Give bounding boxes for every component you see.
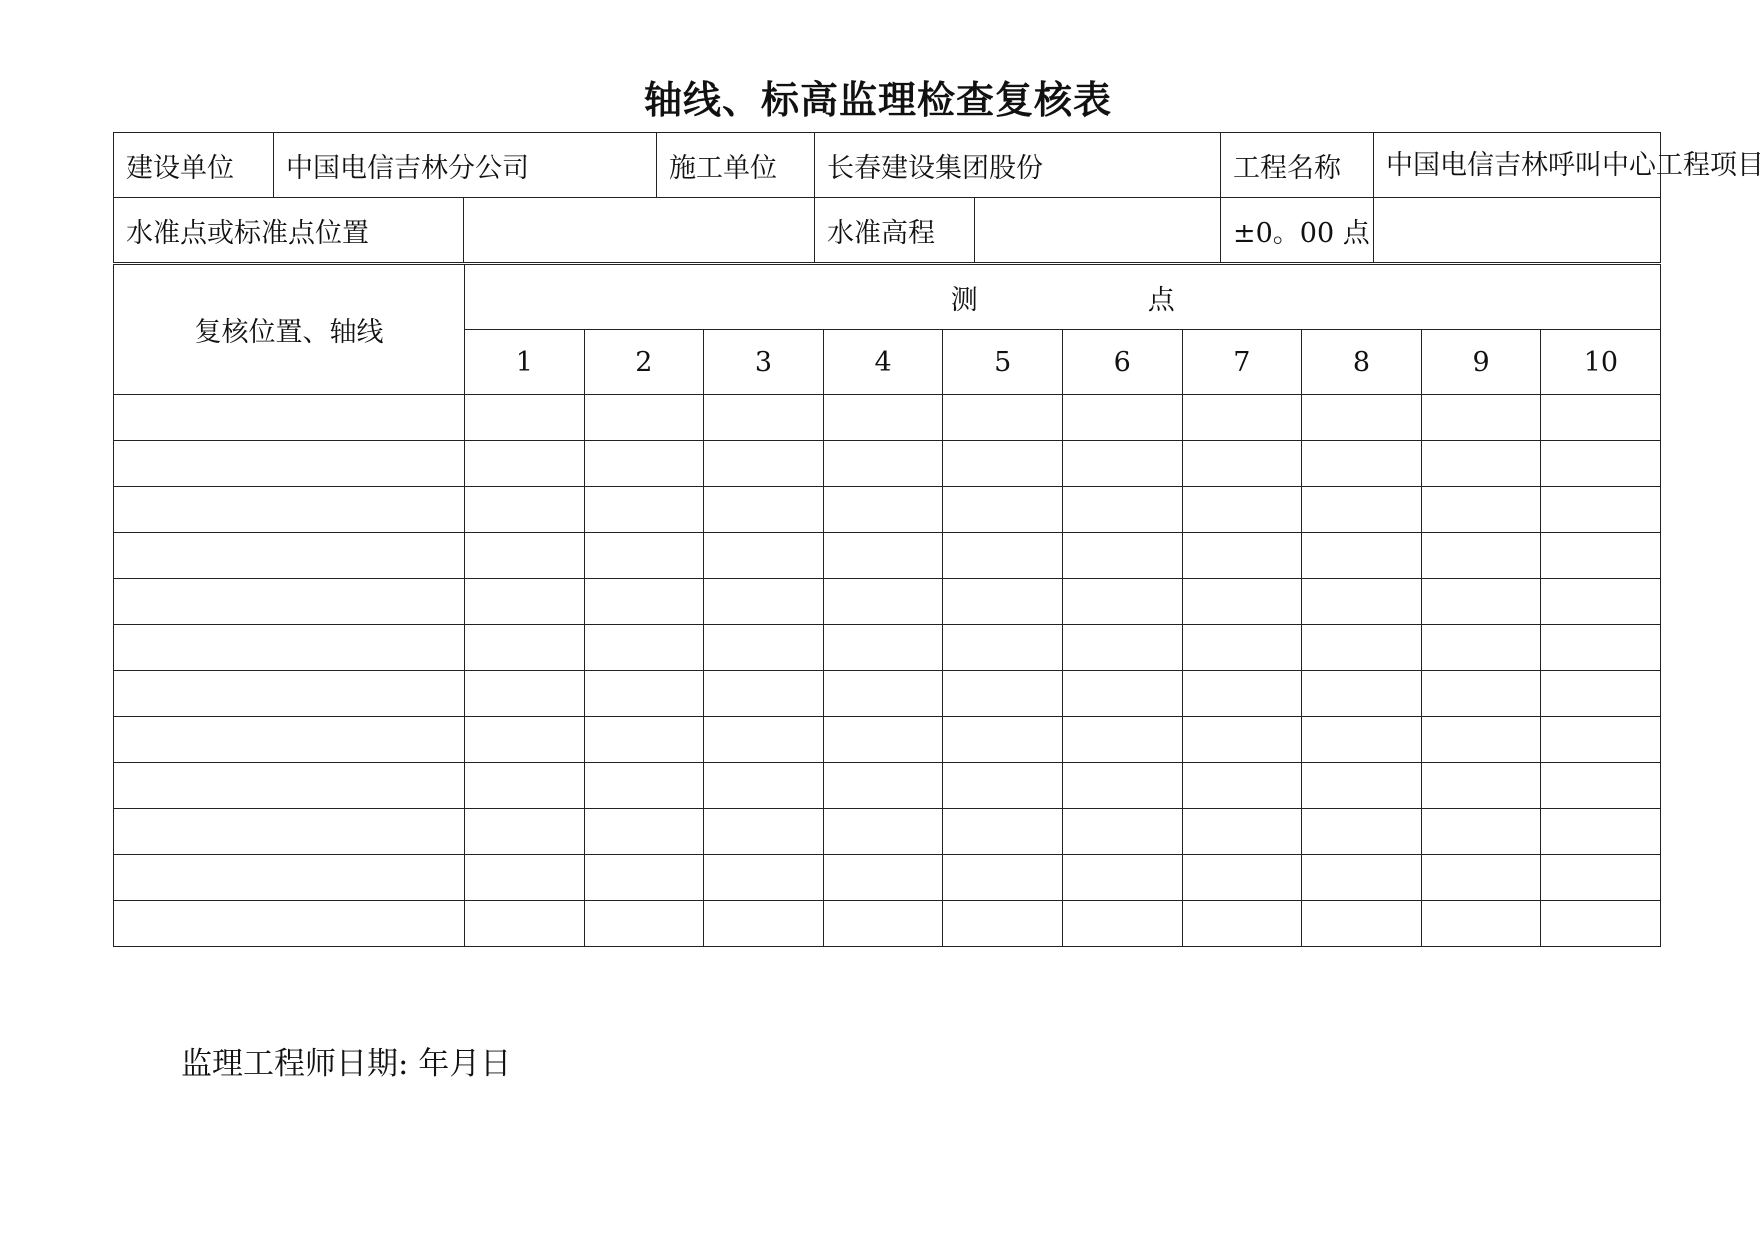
measurement-cell-10[interactable] [1541, 395, 1661, 441]
measurement-cell-6[interactable] [1062, 533, 1182, 579]
axis-position-cell[interactable] [114, 579, 465, 625]
measurement-cell-8[interactable] [1302, 671, 1422, 717]
measurement-cell-6[interactable] [1062, 579, 1182, 625]
measurement-cell-1[interactable] [465, 763, 585, 809]
measurement-cell-5[interactable] [943, 579, 1063, 625]
measurement-cell-8[interactable] [1302, 625, 1422, 671]
grid-header-row [114, 265, 1661, 330]
construct-unit-value[interactable]: 长春建设集团股份 [815, 133, 1221, 198]
measurement-cell-10[interactable] [1541, 901, 1661, 947]
axis-position-cell[interactable] [114, 901, 465, 947]
measurement-cell-7[interactable] [1182, 579, 1302, 625]
column-header-7: 7 [1182, 330, 1302, 395]
measurement-cell-10[interactable] [1541, 671, 1661, 717]
table-row [114, 717, 1661, 763]
measurement-cell-6[interactable] [1062, 717, 1182, 763]
measurement-cell-9[interactable] [1421, 487, 1541, 533]
axis-position-cell[interactable] [114, 441, 465, 487]
measurement-cell-6[interactable] [1062, 441, 1182, 487]
measurement-cell-2[interactable] [584, 487, 704, 533]
table-row [114, 441, 1661, 487]
table-row [114, 625, 1661, 671]
project-name-label: 工程名称 [1221, 133, 1374, 198]
footer-signature: 监理工程师日期: 年月日 [181, 1046, 512, 1082]
benchmark-value[interactable] [464, 198, 815, 263]
measurement-grid [113, 264, 1661, 947]
measurement-cell-1[interactable] [465, 487, 585, 533]
measurement-cell-9[interactable] [1421, 901, 1541, 947]
column-header-1: 1 [465, 330, 585, 395]
measurement-cell-3[interactable] [704, 671, 824, 717]
project-name-value[interactable]: 中国电信吉林呼叫中心工程项目 [1374, 133, 1661, 198]
measurement-cell-4[interactable] [823, 901, 943, 947]
measurement-cell-9[interactable] [1421, 625, 1541, 671]
table-row [114, 579, 1661, 625]
measurement-cell-7[interactable] [1182, 487, 1302, 533]
build-unit-value[interactable]: 中国电信吉林分公司 [274, 133, 657, 198]
measurement-cell-4[interactable] [823, 671, 943, 717]
measurement-cell-8[interactable] [1302, 395, 1422, 441]
measurement-cell-10[interactable] [1541, 717, 1661, 763]
measurement-cell-7[interactable] [1182, 809, 1302, 855]
measurement-cell-9[interactable] [1421, 441, 1541, 487]
measurement-cell-8[interactable] [1302, 487, 1422, 533]
column-header-8: 8 [1302, 330, 1422, 395]
axis-position-cell[interactable] [114, 533, 465, 579]
measurement-cell-4[interactable] [823, 763, 943, 809]
measurement-cell-6[interactable] [1062, 487, 1182, 533]
measurement-cell-2[interactable] [584, 579, 704, 625]
column-header-3: 3 [704, 330, 824, 395]
measurement-cell-2[interactable] [584, 763, 704, 809]
measurement-cell-7[interactable] [1182, 717, 1302, 763]
measurement-cell-4[interactable] [823, 395, 943, 441]
measurement-cell-9[interactable] [1421, 809, 1541, 855]
measurement-cell-6[interactable] [1062, 763, 1182, 809]
table-row [114, 901, 1661, 947]
axis-position-cell[interactable] [114, 395, 465, 441]
measurement-cell-3[interactable] [704, 809, 824, 855]
measurement-cell-7[interactable] [1182, 533, 1302, 579]
measurement-cell-5[interactable] [943, 625, 1063, 671]
table-row [114, 671, 1661, 717]
measurement-cell-2[interactable] [584, 855, 704, 901]
elevation-label: 水准高程 [815, 198, 975, 263]
measurement-cell-10[interactable] [1541, 625, 1661, 671]
measurement-cell-9[interactable] [1421, 671, 1541, 717]
benchmark-label: 水准点或标准点位置 [114, 198, 464, 263]
measurement-cell-10[interactable] [1541, 763, 1661, 809]
measurement-cell-3[interactable] [704, 579, 824, 625]
measurement-cell-10[interactable] [1541, 855, 1661, 901]
measurement-cell-8[interactable] [1302, 717, 1422, 763]
measurement-cell-1[interactable] [465, 625, 585, 671]
elevation-value[interactable] [975, 198, 1221, 263]
measurement-cell-4[interactable] [823, 625, 943, 671]
measurement-cell-3[interactable] [704, 487, 824, 533]
header-row-benchmark [114, 198, 1661, 263]
measurement-cell-1[interactable] [465, 579, 585, 625]
column-header-10: 10 [1541, 330, 1661, 395]
measurement-cell-7[interactable] [1182, 441, 1302, 487]
column-header-9: 9 [1421, 330, 1541, 395]
measure-char-1: 测 [950, 284, 978, 316]
measurement-cell-5[interactable] [943, 763, 1063, 809]
measurement-cell-9[interactable] [1421, 763, 1541, 809]
measurement-cell-1[interactable] [465, 717, 585, 763]
measure-char-2: 点 [1147, 284, 1175, 316]
axis-position-cell[interactable] [114, 809, 465, 855]
measurement-cell-1[interactable] [465, 395, 585, 441]
measurement-cell-4[interactable] [823, 809, 943, 855]
measurement-cell-2[interactable] [584, 533, 704, 579]
measurement-cell-5[interactable] [943, 487, 1063, 533]
measurement-cell-5[interactable] [943, 717, 1063, 763]
measurement-cell-2[interactable] [584, 809, 704, 855]
column-header-2: 2 [584, 330, 704, 395]
table-row [114, 395, 1661, 441]
measurement-cell-8[interactable] [1302, 763, 1422, 809]
measurement-cell-3[interactable] [704, 855, 824, 901]
measurement-cell-1[interactable] [465, 533, 585, 579]
measurement-cell-9[interactable] [1421, 395, 1541, 441]
measurement-cell-2[interactable] [584, 717, 704, 763]
measurement-cell-10[interactable] [1541, 487, 1661, 533]
measurement-cell-8[interactable] [1302, 901, 1422, 947]
axis-position-cell[interactable] [114, 487, 465, 533]
measurement-cell-3[interactable] [704, 901, 824, 947]
axis-position-cell[interactable] [114, 717, 465, 763]
column-header-6: 6 [1062, 330, 1182, 395]
measurement-cell-10[interactable] [1541, 809, 1661, 855]
measurement-cell-9[interactable] [1421, 533, 1541, 579]
measurement-cell-8[interactable] [1302, 533, 1422, 579]
measurement-cell-6[interactable] [1062, 901, 1182, 947]
measurement-cell-3[interactable] [704, 441, 824, 487]
measurement-cell-7[interactable] [1182, 763, 1302, 809]
measurement-cell-5[interactable] [943, 901, 1063, 947]
measurement-cell-6[interactable] [1062, 809, 1182, 855]
measurement-cell-3[interactable] [704, 717, 824, 763]
measurement-cell-6[interactable] [1062, 671, 1182, 717]
axis-position-cell[interactable] [114, 625, 465, 671]
measurement-cell-3[interactable] [704, 533, 824, 579]
measurement-cell-10[interactable] [1541, 441, 1661, 487]
measurement-cell-2[interactable] [584, 625, 704, 671]
construct-unit-label: 施工单位 [657, 133, 815, 198]
measurement-cell-7[interactable] [1182, 625, 1302, 671]
row-header-label: 复核位置、轴线 [114, 265, 465, 395]
inspection-form-table [113, 132, 1764, 263]
measurement-cell-8[interactable] [1302, 855, 1422, 901]
measurement-cell-4[interactable] [823, 441, 943, 487]
measurement-cell-5[interactable] [943, 441, 1063, 487]
measurement-cell-10[interactable] [1541, 579, 1661, 625]
table-row [114, 533, 1661, 579]
measurement-cell-7[interactable] [1182, 901, 1302, 947]
measurement-cell-1[interactable] [465, 901, 585, 947]
table-row [114, 763, 1661, 809]
page-title: 轴线、标高监理检查复核表 [643, 78, 1112, 122]
measurement-cell-4[interactable] [823, 533, 943, 579]
measurement-cell-7[interactable] [1182, 855, 1302, 901]
measurement-cell-6[interactable] [1062, 395, 1182, 441]
measurement-cell-5[interactable] [943, 533, 1063, 579]
zero-point-label: ±0。00 点 [1221, 198, 1374, 263]
measurement-cell-4[interactable] [823, 579, 943, 625]
measurement-cell-6[interactable] [1062, 855, 1182, 901]
column-header-5: 5 [943, 330, 1063, 395]
zero-point-value[interactable] [1374, 198, 1661, 263]
measure-points-header [465, 265, 1661, 330]
axis-position-cell[interactable] [114, 855, 465, 901]
measurement-cell-4[interactable] [823, 487, 943, 533]
measurement-cell-2[interactable] [584, 441, 704, 487]
measurement-cell-10[interactable] [1541, 533, 1661, 579]
axis-position-cell[interactable] [114, 671, 465, 717]
table-row [114, 487, 1661, 533]
measurement-cell-2[interactable] [584, 901, 704, 947]
measurement-cell-9[interactable] [1421, 717, 1541, 763]
header-row-units [114, 133, 1661, 198]
measurement-cell-4[interactable] [823, 717, 943, 763]
measurement-cell-2[interactable] [584, 671, 704, 717]
measurement-cell-1[interactable] [465, 441, 585, 487]
measurement-cell-9[interactable] [1421, 855, 1541, 901]
measurement-cell-7[interactable] [1182, 395, 1302, 441]
measurement-cell-8[interactable] [1302, 809, 1422, 855]
measurement-cell-1[interactable] [465, 671, 585, 717]
measurement-cell-5[interactable] [943, 855, 1063, 901]
measurement-cell-9[interactable] [1421, 579, 1541, 625]
measurement-cell-8[interactable] [1302, 441, 1422, 487]
measurement-cell-4[interactable] [823, 855, 943, 901]
measurement-cell-3[interactable] [704, 763, 824, 809]
measurement-cell-1[interactable] [465, 855, 585, 901]
measurement-cell-6[interactable] [1062, 625, 1182, 671]
table-row [114, 809, 1661, 855]
axis-position-cell[interactable] [114, 763, 465, 809]
measurement-cell-5[interactable] [943, 809, 1063, 855]
column-header-4: 4 [823, 330, 943, 395]
measurement-cell-1[interactable] [465, 809, 585, 855]
measurement-cell-8[interactable] [1302, 579, 1422, 625]
measurement-cell-7[interactable] [1182, 671, 1302, 717]
measurement-cell-5[interactable] [943, 671, 1063, 717]
measurement-cell-3[interactable] [704, 395, 824, 441]
measurement-cell-2[interactable] [584, 395, 704, 441]
build-unit-label: 建设单位 [114, 133, 274, 198]
measurement-cell-3[interactable] [704, 625, 824, 671]
table-row [114, 855, 1661, 901]
measurement-cell-5[interactable] [943, 395, 1063, 441]
